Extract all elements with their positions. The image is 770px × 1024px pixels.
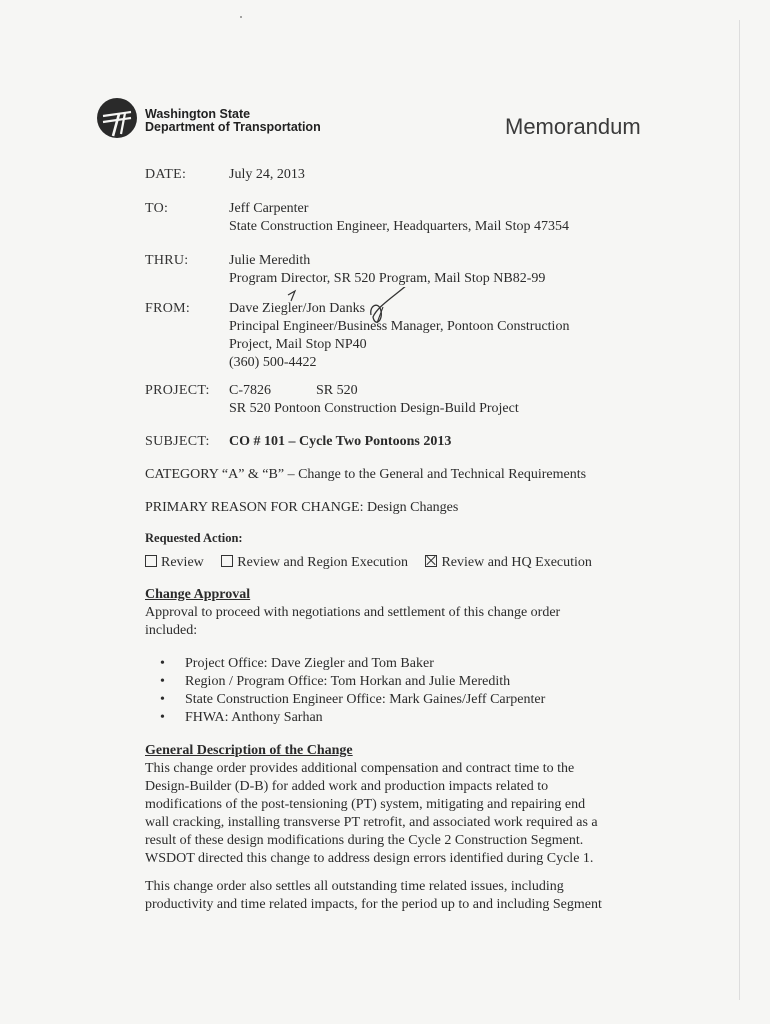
text-line: productivity and time related impacts, for the period up to and including Segment: [145, 897, 602, 912]
date-value: July 24, 2013: [229, 167, 305, 182]
subject-value: CO # 101 – Cycle Two Pontoons 2013: [229, 434, 452, 449]
text-line: This change order also settles all outstanding time related issues, including: [145, 879, 564, 894]
checkbox-unchecked-icon[interactable]: [145, 555, 157, 567]
wsdot-logo-icon: [95, 96, 139, 140]
thru-label: THRU:: [145, 253, 189, 268]
document-type-title: Memorandum: [505, 114, 641, 139]
date-label: DATE:: [145, 167, 187, 182]
checkbox-unchecked-icon[interactable]: [221, 555, 233, 567]
option-label: Review: [161, 555, 204, 570]
org-line-2: Department of Transportation: [145, 120, 321, 134]
text-line: wall cracking, installing transverse PT retrofit, and associated work required as a: [145, 815, 598, 830]
text-line: included:: [145, 623, 198, 638]
change-approval-heading: Change Approval: [145, 587, 251, 602]
to-label: TO:: [145, 201, 169, 216]
to-name: Jeff Carpenter: [229, 201, 309, 216]
text-line: This change order provides additional compensation and contract time to the: [145, 761, 575, 776]
checkbox-checked-icon[interactable]: [425, 555, 437, 567]
project-name: SR 520 Pontoon Construction Design-Build Project: [229, 401, 519, 416]
project-route: SR 520: [316, 383, 358, 398]
option-label: Review and Region Execution: [237, 555, 408, 570]
from-label: FROM:: [145, 301, 191, 316]
project-number: C-7826: [229, 383, 271, 398]
list-item: • Project Office: Dave Ziegler and Tom Baker: [160, 655, 545, 673]
option-review-hq-execution[interactable]: [425, 555, 591, 571]
page-edge: [739, 20, 740, 1000]
option-review[interactable]: [145, 555, 204, 571]
subject-label: SUBJECT:: [145, 434, 210, 449]
change-approval-text: [145, 604, 560, 640]
general-description-heading: General Description of the Change: [145, 743, 353, 758]
to-title: State Construction Engineer, Headquarters, Mail Stop 47354: [229, 219, 570, 234]
from-title-line-2: Project, Mail Stop NP40: [229, 337, 367, 352]
list-item: • State Construction Engineer Office: Mark Gaines/Jeff Carpenter: [160, 691, 545, 709]
option-review-region-execution[interactable]: [221, 555, 408, 571]
from-name: Dave Ziegler/Jon Danks: [229, 301, 366, 316]
list-item: • Region / Program Office: Tom Horkan and Julie Meredith: [160, 673, 545, 691]
project-id-row: [229, 382, 519, 400]
requested-action-label: Requested Action:: [145, 531, 243, 545]
thru-name: Julie Meredith: [229, 253, 311, 268]
text-line: Design-Builder (D-B) for added work and production impacts related to: [145, 779, 549, 794]
from-title-line-1: Principal Engineer/Business Manager, Pontoon Construction: [229, 319, 570, 334]
option-label: Review and HQ Execution: [441, 555, 592, 570]
general-description-paragraph-2: [145, 878, 602, 914]
text-line: modifications of the post-tensioning (PT) system, mitigating and repairing end: [145, 797, 586, 812]
primary-reason-line: PRIMARY REASON FOR CHANGE: Design Changes: [145, 500, 459, 515]
category-line: CATEGORY “A” & “B” – Change to the General and Technical Requirements: [145, 467, 587, 482]
to-block: [229, 200, 569, 236]
list-item: • FHWA: Anthony Sarhan: [160, 709, 545, 727]
org-line-1: Washington State: [145, 107, 251, 121]
project-block: [229, 382, 519, 418]
handwritten-initials-signature: [283, 287, 413, 337]
text-line: result of these design modifications during the Cycle 2 Construction Segment.: [145, 833, 584, 848]
from-phone: (360) 500-4422: [229, 355, 317, 370]
thru-title: Program Director, SR 520 Program, Mail Stop NB82-99: [229, 271, 546, 286]
scan-speck: [240, 16, 242, 18]
approval-list: [160, 655, 545, 727]
text-line: Approval to proceed with negotiations and settlement of this change order: [145, 605, 561, 620]
project-label: PROJECT:: [145, 383, 210, 398]
general-description-paragraph-1: [145, 760, 598, 868]
thru-block: [229, 252, 545, 288]
requested-action-options: [145, 555, 606, 571]
text-line: WSDOT directed this change to address design errors identified during Cycle 1.: [145, 851, 594, 866]
organization-name: [145, 108, 321, 134]
